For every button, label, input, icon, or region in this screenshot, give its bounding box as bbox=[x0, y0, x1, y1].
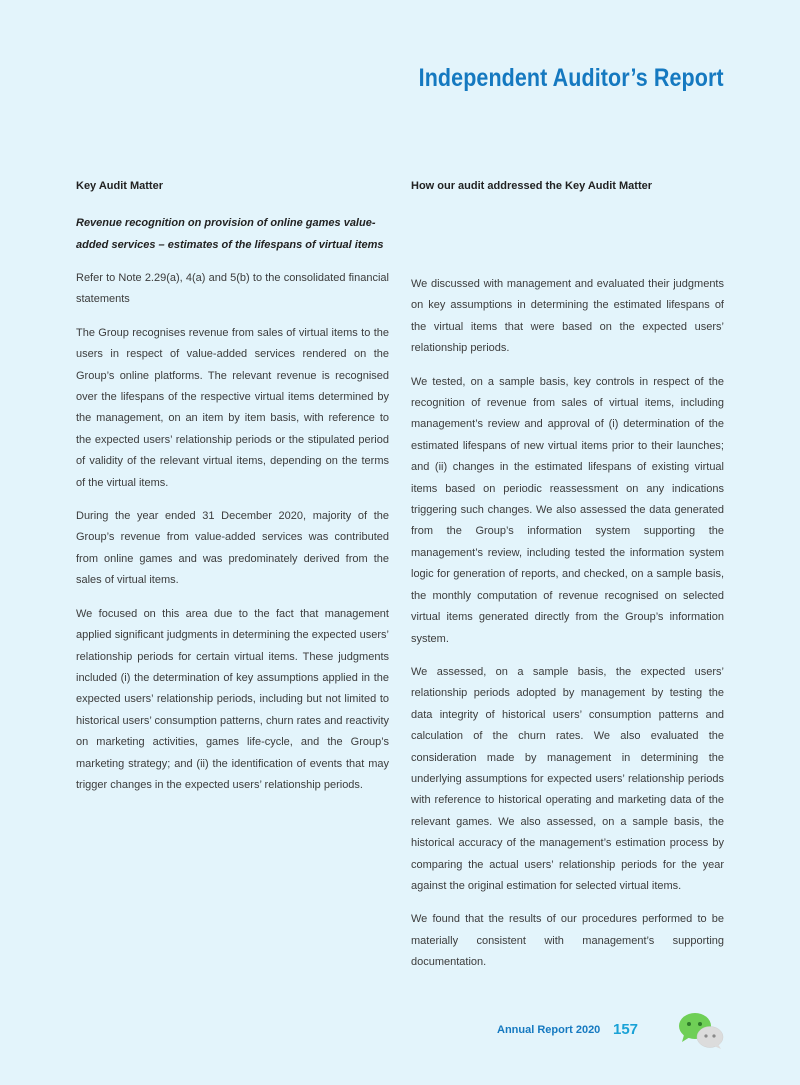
right-paragraph: We discussed with management and evaluated their judgments on key assumptions in determining the estimated lifespans of the virtual items that were based on the expected users’ relationship periods. bbox=[411, 278, 724, 355]
left-paragraph: Refer to Note 2.29(a), 4(a) and 5(b) to the consolidated financial statements bbox=[76, 272, 389, 306]
left-paragraph: During the year ended 31 December 2020, majority of the Group’s revenue from value-added services was contributed from online games and was predominately derived from the sales of virtual items. bbox=[76, 510, 389, 587]
wechat-logo-icon bbox=[676, 1010, 726, 1050]
key-audit-matter-subheading: Revenue recognition on provision of online games value-added services – estimates of the lifespans of virtual items bbox=[76, 217, 384, 251]
right-paragraph: We assessed, on a sample basis, the expected users’ relationship periods adopted by management by testing the data integrity of historical users’ consumption patterns and calculation of the churn rates. We also evaluated the consideration made by management in determining the underlying assumptions for expected users’ relationship periods with reference to historical operating and marketing data of the relevant games. We also assessed, on a sample basis, the historical accuracy of the management’s estimation process by comparing the actual users’ relationship periods for the year against the original estimation for selected virtual items. bbox=[411, 665, 724, 892]
left-paragraph: The Group recognises revenue from sales of virtual items to the users in respect of value-added services rendered on the Group’s online platforms. The relevant revenue is recognised over the lifespans of the respective virtual items determined by the management, on an item by item basis, with reference to the expected users’ relationship periods or the stipulated period of validity of the relevant virtual items, depending on the terms of the virtual items. bbox=[76, 326, 389, 489]
key-audit-matter-heading: Key Audit Matter bbox=[76, 180, 163, 192]
footer-report-label: Annual Report 2020 bbox=[497, 1024, 601, 1036]
audit-response-heading: How our audit addressed the Key Audit Matter bbox=[411, 180, 653, 192]
left-paragraph: We focused on this area due to the fact that management applied significant judgments in determining the expected users’ relationship periods for certain virtual items. These judgments included (i) the determination of key assumptions applied in the expected users’ relationship periods, including but not limited to historical users’ consumption patterns, churn rates and reactivity on marketing activities, games life-cycle, and the Group’s marketing strategy; and (ii) the identification of events that may trigger changes in the expected users’ relationship periods. bbox=[76, 607, 389, 791]
right-paragraph: We found that the results of our procedures performed to be materially consistent with management’s supporting documentation. bbox=[411, 913, 724, 969]
key-audit-matter-column bbox=[76, 180, 389, 808]
page-number: 157 bbox=[613, 1021, 639, 1038]
page-title: Independent Auditor’s Report bbox=[418, 64, 724, 92]
right-paragraph: We tested, on a sample basis, key controls in respect of the recognition of revenue from sales of virtual items, including management’s review and approval of (i) determination of the estimated lifespans of new virtual items prior to their launches; and (ii) changes in the estimated lifespans of existing virtual items based on periodic reassessment on any indications triggering such changes. We also assessed the data generated from the Group’s information system supporting the management’s review, including tested the information system logic for generation of reports, and checked, on a sample basis, the monthly computation of revenue recognised on selected virtual items generated directly from the Group’s information system. bbox=[411, 375, 724, 645]
audit-response-column bbox=[411, 180, 724, 986]
